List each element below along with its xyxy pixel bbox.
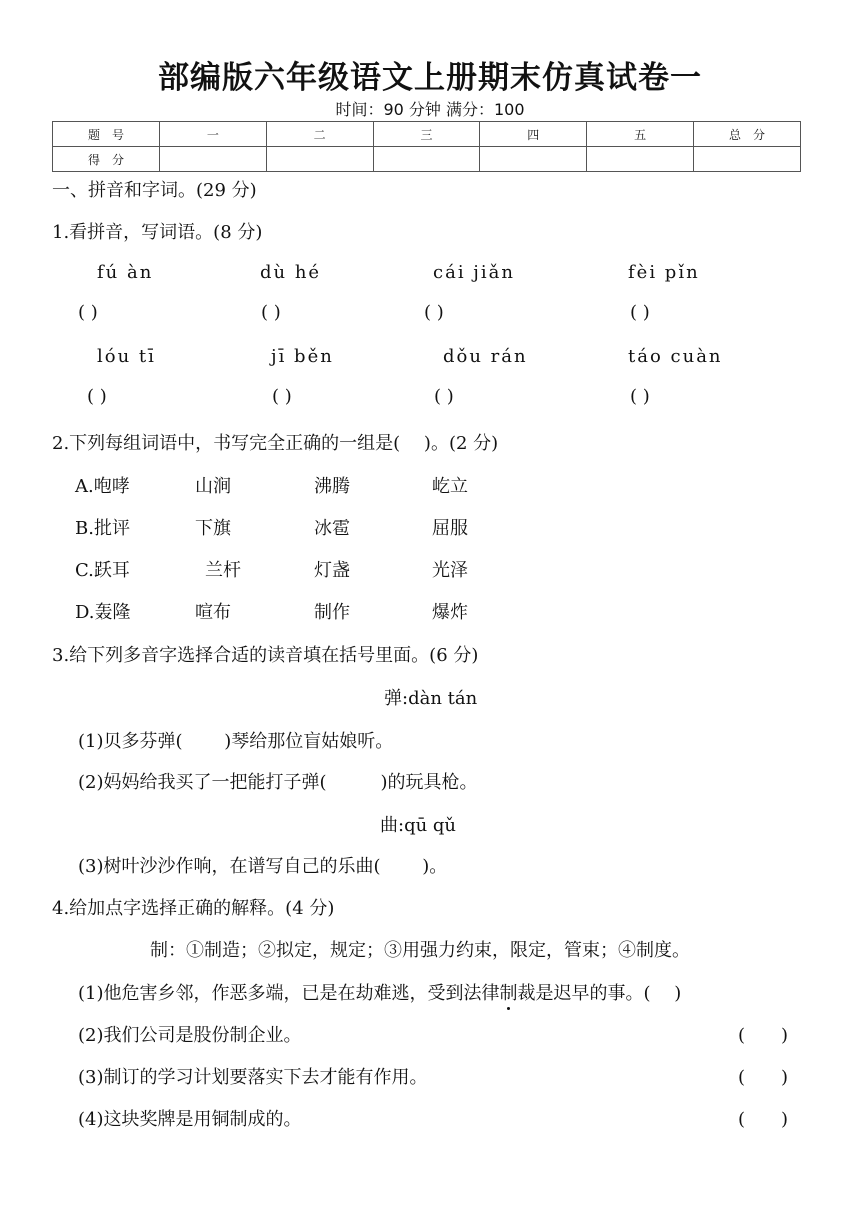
answer-blank[interactable]: ( ) [738,1025,789,1046]
score-table-header-row [53,122,801,147]
pinyin-item: jī běn [271,346,334,367]
answer-blank[interactable]: ( ) [738,1067,789,1088]
answer-blank[interactable]: ( ) [434,386,454,407]
option-word: 山涧 [195,476,231,497]
pinyin-item: cái jiǎn [433,262,515,283]
score-table-score-row [53,147,801,172]
sentence: (3)树叶沙沙作响，在谱写自己的乐曲( )。 [78,856,448,877]
option-word: 屹立 [432,476,468,497]
score-cell: 五 [587,122,694,147]
answer-blank[interactable]: ( ) [272,386,292,407]
pinyin-item: táo cuàn [628,346,723,367]
score-input-cell[interactable] [480,147,587,172]
question-prompt: 1.看拼音，写词语。(8 分) [52,222,263,243]
option-word: D.轰隆 [75,602,131,623]
option-word: C.跃耳 [75,560,130,581]
sentence: (1)贝多芬弹( )琴给那位盲姑娘听。 [78,731,394,752]
option-word: B.批评 [75,518,130,539]
question-prompt: 3.给下列多音字选择合适的读音填在括号里面。(6 分) [52,645,479,666]
sentence: (3)制订的学习计划要落实下去才能有作用。 [78,1067,428,1088]
option-word: 下旗 [195,518,231,539]
score-input-cell[interactable] [373,147,480,172]
score-input-cell[interactable] [266,147,373,172]
score-input-cell[interactable] [159,147,266,172]
pinyin-item: dù hé [260,262,322,283]
option-word: 冰雹 [314,518,350,539]
score-cell: 四 [480,122,587,147]
score-cell: 得 分 [53,147,160,172]
section-heading: 一、拼音和字词。(29 分) [52,180,257,201]
sentence-part: (1)他危害乡邻，作恶多端，已是在劫难逃，受到法律 [78,983,500,1004]
score-input-cell[interactable] [587,147,694,172]
answer-blank[interactable]: ( ) [630,302,650,323]
option-word: 兰杆 [205,560,241,581]
definition-list: 制：①制造；②拟定，规定；③用强力约束，限定，管束；④制度。 [150,940,690,961]
answer-blank[interactable]: ( ) [261,302,281,323]
answer-blank[interactable]: ( ) [630,386,650,407]
option-word: 屈服 [432,518,468,539]
pinyin-item: lóu tī [97,346,156,367]
pinyin-item: fèi pǐn [628,262,700,283]
sentence: (4)这块奖牌是用铜制成的。 [78,1109,302,1130]
sentence: (2)妈妈给我买了一把能打子弹( )的玩具枪。 [78,772,478,793]
score-table [52,121,801,172]
option-word: 沸腾 [314,476,350,497]
score-input-cell[interactable] [694,147,801,172]
score-cell: 一 [159,122,266,147]
sentence-part: 裁是迟早的事。( ) [517,983,682,1004]
option-word: 光泽 [432,560,468,581]
answer-blank[interactable]: ( ) [738,1109,789,1130]
polyphone-char: 弹:dàn tán [384,688,478,709]
score-cell: 题 号 [53,122,160,147]
question-prompt: 4.给加点字选择正确的解释。(4 分) [52,898,335,919]
sentence [78,979,681,1005]
score-cell: 总 分 [694,122,801,147]
exam-info: 时间：90 分钟 满分：100 [335,100,525,119]
pinyin-item: fú àn [97,262,154,283]
answer-blank[interactable]: ( ) [87,386,107,407]
answer-blank[interactable]: ( ) [78,302,98,323]
answer-blank[interactable]: ( ) [424,302,444,323]
option-word: 喧布 [195,602,231,623]
option-word: A.咆哮 [75,476,130,497]
option-word: 爆炸 [432,602,468,623]
dotted-char: 制 [499,983,518,1004]
option-word: 制作 [314,602,350,623]
sentence: (2)我们公司是股份制企业。 [78,1025,302,1046]
question-prompt: 2.下列每组词语中，书写完全正确的一组是( )。(2 分) [52,433,499,454]
score-cell: 三 [373,122,480,147]
score-cell: 二 [266,122,373,147]
page-title: 部编版六年级语文上册期末仿真试卷一 [158,60,702,96]
pinyin-item: dǒu rán [443,346,528,367]
polyphone-char: 曲:qū qǔ [380,815,457,836]
option-word: 灯盏 [314,560,350,581]
